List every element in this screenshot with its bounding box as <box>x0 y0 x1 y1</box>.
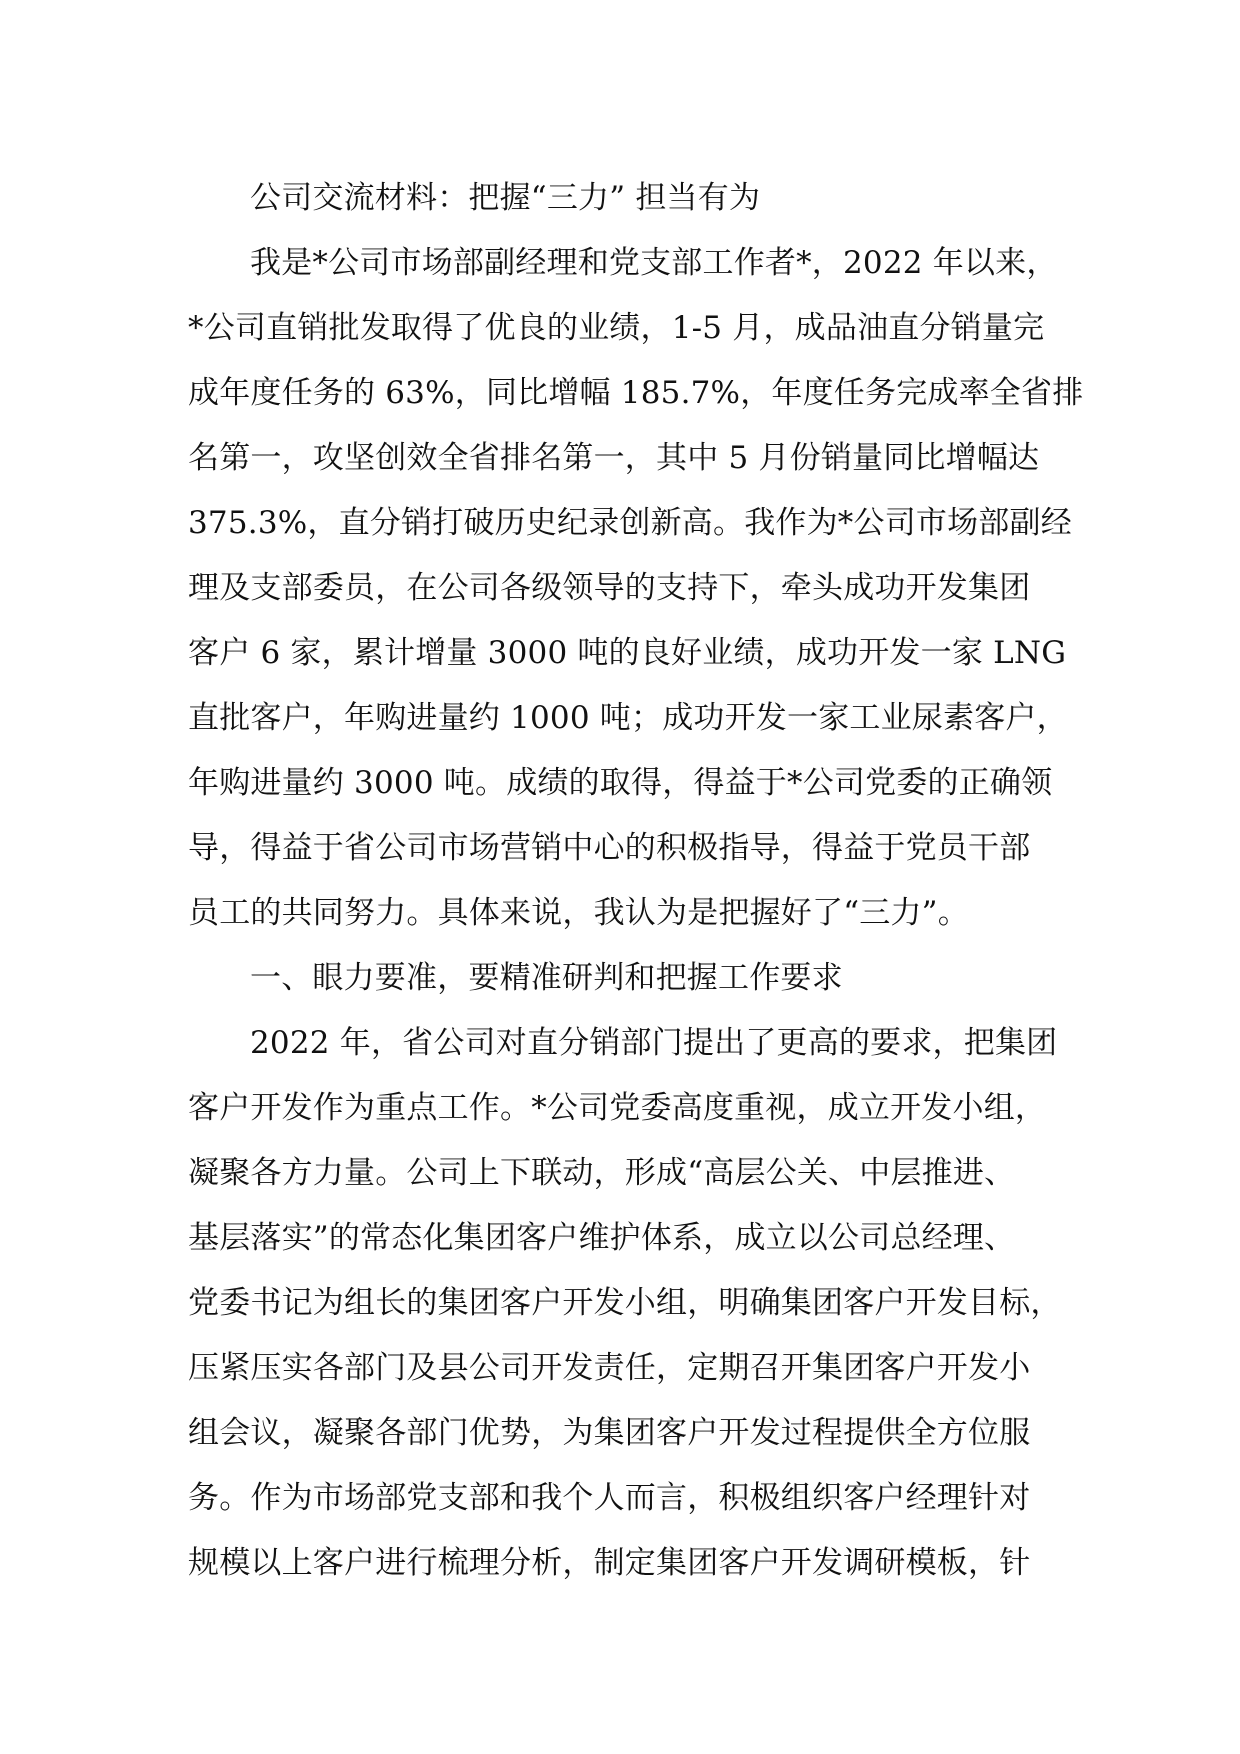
intro-paragraph <box>188 231 1084 946</box>
paragraph-line: 基层落实”的常态化集团客户维护体系，成立以公司总经理、 <box>188 1220 1016 1256</box>
paragraph-line: 凝聚各方力量。公司上下联动，形成“高层公关、中层推进、 <box>188 1155 1016 1191</box>
paragraph-line: 年购进量约 3000 吨。成绩的取得，得益于*公司党委的正确领 <box>188 765 1053 801</box>
paragraph-line: 员工的共同努力。具体来说，我认为是把握好了“三力”。 <box>188 895 969 931</box>
paragraph-line: 组会议，凝聚各部门优势，为集团客户开发过程提供全方位服 <box>188 1415 1031 1451</box>
paragraph-line: 客户开发作为重点工作。*公司党委高度重视，成立开发小组， <box>188 1090 1047 1126</box>
paragraph-line: 375.3%，直分销打破历史纪录创新高。我作为*公司市场部副经 <box>188 505 1072 541</box>
section-1-paragraph <box>188 1011 1068 1596</box>
paragraph-line: 压紧压实各部门及县公司开发责任，定期召开集团客户开发小 <box>188 1350 1031 1386</box>
paragraph-line: 党委书记为组长的集团客户开发小组，明确集团客户开发目标， <box>188 1285 1062 1321</box>
section-heading-1 <box>188 946 1068 1011</box>
paragraph-line: 名第一，攻坚创效全省排名第一，其中 5 月份销量同比增幅达 <box>188 440 1040 476</box>
paragraph-line: 导，得益于省公司市场营销中心的积极指导，得益于党员干部 <box>188 830 1031 866</box>
section-heading: 一、眼力要准，要精准研判和把握工作要求 <box>250 960 843 996</box>
paragraph-line: 直批客户，年购进量约 1000 吨；成功开发一家工业尿素客户， <box>188 700 1068 736</box>
paragraph-line: 我是*公司市场部副经理和党支部工作者*，2022 年以来， <box>250 245 1058 281</box>
paragraph-line: 理及支部委员，在公司各级领导的支持下，牵头成功开发集团 <box>188 570 1031 606</box>
document-body <box>188 166 1084 1596</box>
document-title: 公司交流材料：把握“三力” 担当有为 <box>250 180 761 216</box>
paragraph-line: *公司直销批发取得了优良的业绩，1-5 月，成品油直分销量完 <box>188 310 1045 346</box>
paragraph-line: 务。作为市场部党支部和我个人而言，积极组织客户经理针对 <box>188 1480 1031 1516</box>
paragraph-line: 规模以上客户进行梳理分析，制定集团客户开发调研模板，针 <box>188 1545 1031 1581</box>
paragraph-line: 2022 年，省公司对直分销部门提出了更高的要求，把集团 <box>250 1025 1058 1061</box>
paragraph-line: 成年度任务的 63%，同比增幅 185.7%，年度任务完成率全省排 <box>188 375 1084 411</box>
paragraph-line: 客户 6 家，累计增量 3000 吨的良好业绩，成功开发一家 LNG <box>188 635 1067 671</box>
